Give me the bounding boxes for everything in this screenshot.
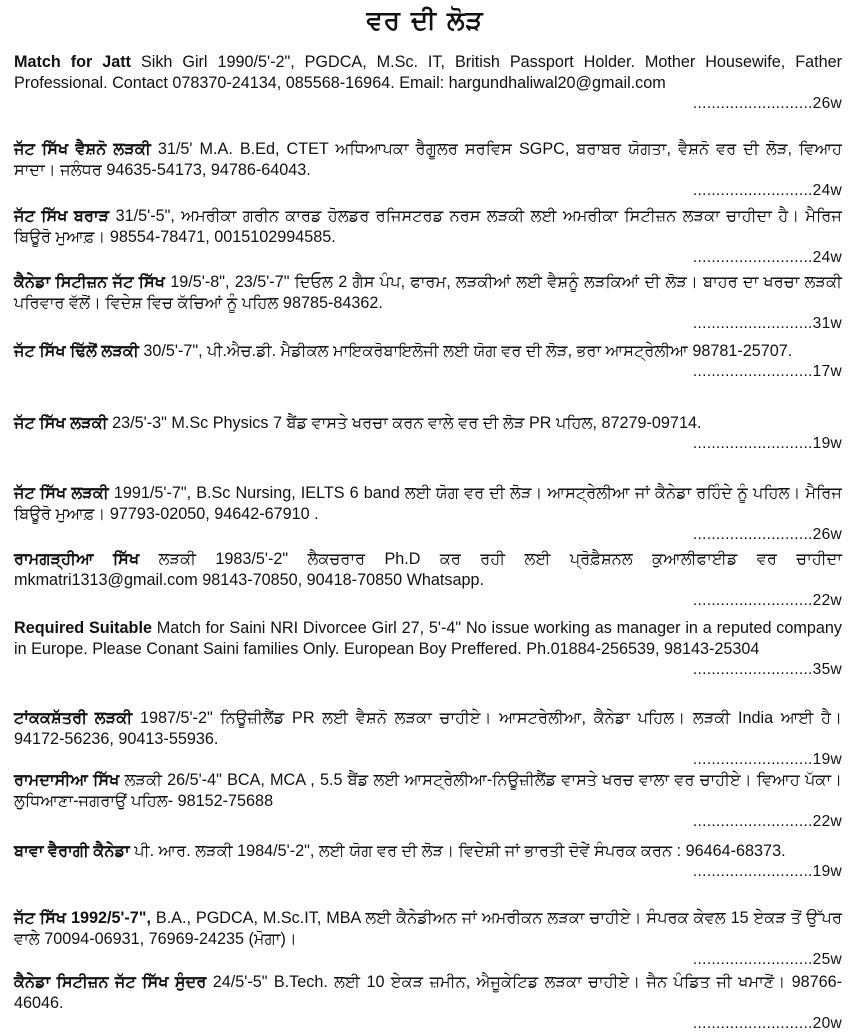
ad-text: ਲੜਕੀ 1983/5'-2" ਲੈਕਚਰਾਰ Ph.D ਕਰ ਰਹੀ ਲਈ ਪ੍ਰੋਫ਼ੈਸ਼ਨਲ ਕੁਆਲੀਫਾਈਡ ਵਰ ਚਾਹੀਦਾ mkmatri1313@gmail.com 98143-70850, 90418-70850 Whatsapp.: [14, 550, 842, 589]
ad-entry: [14, 483, 842, 545]
ad-text: 23/5'-3" M.Sc Physics 7 ਬੈਂਡ ਵਾਸਤੇ ਖਰਚਾ ਕਰਨ ਵਾਲੇ ਵਰ ਦੀ ਲੋੜ PR ਪਹਿਲ, 87279-09714.: [112, 414, 702, 432]
ad-lead: ਰਾਮਗੜ੍ਹੀਆ ਸਿੱਖ: [14, 550, 140, 568]
ad-rate: ..........................24w: [692, 249, 842, 266]
ad-text: Match for Saini NRI Divorcee Girl 27, 5'-4" No issue working as manager in a reputed company in Europe. Please Conant Saini families Only. European Boy Preffered. Ph.01884-256539, 98143-25304: [14, 619, 842, 658]
ad-lead: ਟਾਂਕਕਸ਼ੱਤਰੀ ਲੜਕੀ: [14, 709, 133, 727]
ad-text: Sikh Girl 1990/5'-2", PGDCA, M.Sc. IT, British Passport Holder. Mother Housewife, Father Professional. Contact 078370-24134, 085568-16964. Email: hargundhaliwal20@gmail.com: [14, 53, 842, 92]
ad-lead: ਜੱਟ ਸਿੱਖ ਲੜਕੀ: [14, 414, 108, 432]
ad-lead: ਜੱਟ ਸਿੱਖ ਢਿੱਲੋਂ ਲੜਕੀ: [14, 342, 139, 360]
ad-entry: [14, 272, 842, 334]
ad-rate: ..........................22w: [692, 592, 842, 609]
ad-text: ਲੜਕੀ 26/5'-4" BCA, MCA , 5.5 ਬੈਂਡ ਲਈ ਆਸਟ੍ਰੇਲੀਆ-ਨਿਊਜ਼ੀਲੈਂਡ ਵਾਸਤੇ ਖਰਚ ਵਾਲਾ ਵਰ ਚਾਹੀਏ। ਵਿਆਹ ਪੱਕਾ। ਲੁਧਿਆਣਾ-ਜਗਰਾਉਂ ਪਹਿਲ- 98152-75688: [14, 771, 842, 810]
ad-rate: ..........................25w: [692, 951, 842, 968]
ad-lead: ਬਾਵਾ ਵੈਰਾਗੀ ਕੈਨੇਡਾ: [14, 842, 130, 860]
ad-rate: ..........................24w: [692, 182, 842, 199]
ad-entry: [14, 770, 842, 832]
ad-lead: ਰਾਮਦਾਸੀਆ ਸਿੱਖ: [14, 771, 120, 789]
ad-rate: ..........................31w: [692, 315, 842, 332]
ad-rate: ..........................19w: [692, 751, 842, 768]
ad-lead: ਜੱਟ ਸਿੱਖ ਲੜਕੀ: [14, 484, 109, 502]
ad-text: 1991/5'-7", B.Sc Nursing, IELTS 6 band ਲਈ ਯੋਗ ਵਰ ਦੀ ਲੋੜ। ਆਸਟ੍ਰੇਲੀਆ ਜਾਂ ਕੈਨੇਡਾ ਰਹਿੰਦੇ ਨੂੰ ਪਹਿਲ। ਮੈਰਿਜ ਬਿਊਰੋ ਮੁਆਫ਼। 97793-02050, 94642-67910 .: [14, 484, 843, 523]
ad-entry: [14, 708, 842, 770]
ad-text: 1987/5'-2" ਨਿਊਜ਼ੀਲੈਂਡ PR ਲਈ ਵੈਸ਼ਨੋ ਲੜਕਾ ਚਾਹੀਏ। ਆਸਟਰੇਲੀਆ, ਕੈਨੇਡਾ ਪਹਿਲ। ਲੜਕੀ India ਆਈ ਹੈ। 94172-56236, 90413-55936.: [14, 709, 843, 748]
ad-entry: [14, 908, 842, 970]
page-title: ਵਰ ਦੀ ਲੋੜ: [366, 6, 484, 36]
ad-lead: Match for Jatt: [14, 53, 131, 71]
ad-rate: ..........................35w: [692, 661, 842, 678]
ad-text: 30/5'-7", ਪੀ.ਐਚ.ਡੀ. ਮੈਡੀਕਲ ਮਾਇਕਰੋਬਾਇਲੋਜੀ ਲਈ ਯੋਗ ਵਰ ਦੀ ਲੋੜ, ਭਰਾ ਆਸਟ੍ਰੇਲੀਆ 98781-25707.: [143, 342, 793, 360]
ad-text: 31/5' M.A. B.Ed, CTET ਅਧਿਆਪਕਾ ਰੈਗੂਲਰ ਸਰਵਿਸ SGPC, ਬਰਾਬਰ ਯੋਗਤਾ, ਵੈਸ਼ਨੋ ਵਰ ਦੀ ਲੋੜ, ਵਿਆਹ ਸਾਦਾ। ਜਲੰਧਰ 94635-54173, 94786-64043.: [14, 140, 842, 179]
ad-lead: ਜੱਟ ਸਿੱਖ ਵੈਸ਼ਨੋ ਲੜਕੀ: [14, 140, 151, 158]
ad-text: ਪੀ. ਆਰ. ਲੜਕੀ 1984/5'-2", ਲਈ ਯੋਗ ਵਰ ਦੀ ਲੋੜ। ਵਿਦੇਸ਼ੀ ਜਾਂ ਭਾਰਤੀ ਦੋਵੇਂ ਸੰਪਰਕ ਕਰਨ : 96464-68373.: [134, 842, 786, 860]
ad-entry: [14, 341, 842, 382]
ad-text: 31/5'-5", ਅਮਰੀਕਾ ਗਰੀਨ ਕਾਰਡ ਹੋਲਡਰ ਰਜਿਸਟਰਡ ਨਰਸ ਲੜਕੀ ਲਈ ਅਮਰੀਕਾ ਸਿਟੀਜ਼ਨ ਲੜਕਾ ਚਾਹੀਦਾ ਹੈ। ਮੈਰਿਜ ਬਿਊਰੋ ਮੁਆਫ਼। 98554-78471, 0015102994585.: [14, 207, 842, 246]
ad-rate: ..........................19w: [692, 435, 842, 452]
ad-rate: ..........................22w: [692, 813, 842, 830]
ad-text: 24/5'-5" B.Tech. ਲਈ 10 ਏਕੜ ਜ਼ਮੀਨ, ਐਜੂਕੇਟਿਡ ਲੜਕਾ ਚਾਹੀਏ। ਜੈਨ ਪੰਡਿਤ ਜੀ ਖਮਾਣੋਂ। 98766-46046.: [14, 973, 842, 1012]
ad-entry: [14, 206, 842, 268]
ad-entry: [14, 139, 842, 201]
ad-rate: ..........................20w: [692, 1015, 842, 1032]
ad-rate: ..........................17w: [692, 363, 842, 380]
ad-lead: ਜੱਟ ਸਿੱਖ 1992/5'-7",: [14, 909, 151, 927]
ad-lead: ਜੱਟ ਸਿੱਖ ਬਰਾੜ: [14, 207, 110, 225]
ad-rate: ..........................26w: [692, 526, 842, 543]
ad-entry: [14, 618, 842, 680]
ad-text: B.A., PGDCA, M.Sc.IT, MBA ਲਈ ਕੈਨੇਡੀਅਨ ਜਾਂ ਅਮਰੀਕਨ ਲੜਕਾ ਚਾਹੀਏ। ਸੰਪਰਕ ਕੇਵਲ 15 ਏਕੜ ਤੋਂ ਉੱਪਰ ਵਾਲੇ 70094-06931, 76969-24235 (ਮੋਗਾ)।: [14, 909, 843, 948]
ad-entry: [14, 972, 842, 1034]
ad-entry: [14, 841, 842, 882]
ad-lead: ਕੈਨੇਡਾ ਸਿਟੀਜ਼ਨ ਜੱਟ ਸਿੱਖ ਸੁੰਦਰ: [14, 973, 207, 991]
ad-lead: Required Suitable: [14, 619, 152, 637]
ad-entry: [14, 413, 842, 454]
ad-lead: ਕੈਨੇਡਾ ਸਿਟੀਜ਼ਨ ਜੱਟ ਸਿੱਖ: [14, 273, 166, 291]
ad-rate: ..........................19w: [692, 863, 842, 880]
ad-rate: ..........................26w: [692, 95, 842, 112]
ad-entry: [14, 549, 842, 611]
ad-entry: [14, 52, 842, 114]
ad-text: 19/5'-8", 23/5'-7" ਦਿਓਲ 2 ਗੈਸ ਪੰਪ, ਫਾਰਮ, ਲੜਕੀਆਂ ਲਈ ਵੈਸ਼ਨੂੰ ਲੜਕਿਆਂ ਦੀ ਲੋੜ। ਬਾਹਰ ਦਾ ਖਰਚਾ ਲੜਕੀ ਪਰਿਵਾਰ ਵੱਲੋਂ। ਵਿਦੇਸ਼ ਵਿਚ ਕੱਚਿਆਂ ਨੂੰ ਪਹਿਲ 98785-84362.: [14, 273, 843, 312]
